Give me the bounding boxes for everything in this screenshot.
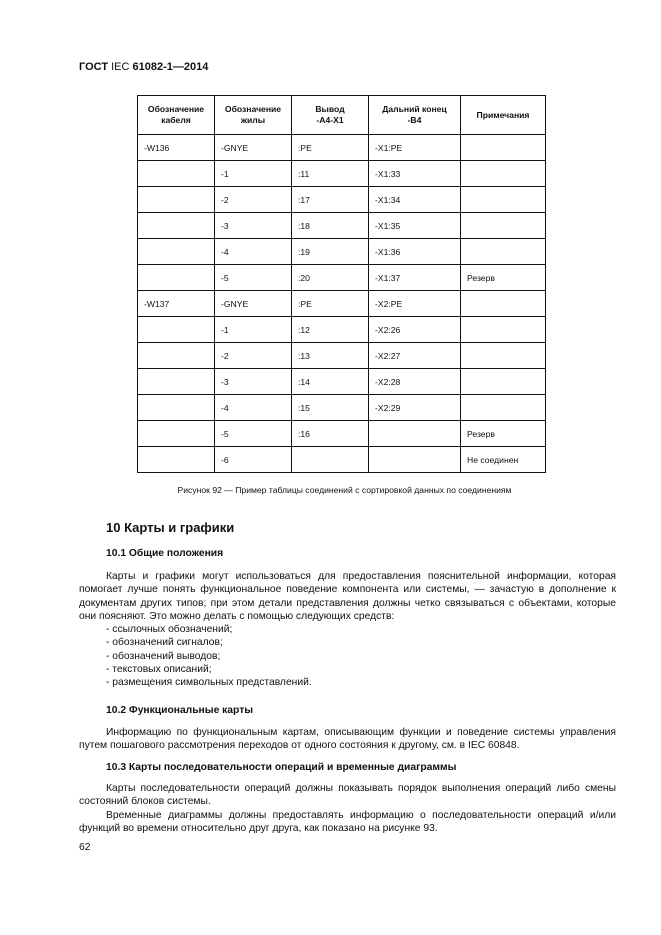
table-cell: Резерв bbox=[461, 265, 546, 291]
table-cell bbox=[461, 213, 546, 239]
table-cell bbox=[138, 213, 215, 239]
table-cell: :PE bbox=[292, 135, 369, 161]
table-cell bbox=[461, 135, 546, 161]
table-cell bbox=[461, 239, 546, 265]
table-cell: -X2:PE bbox=[369, 291, 461, 317]
table-cell bbox=[461, 369, 546, 395]
table-cell bbox=[461, 317, 546, 343]
table-cell bbox=[461, 343, 546, 369]
table-cell: :18 bbox=[292, 213, 369, 239]
table-header-row bbox=[138, 96, 546, 135]
table-cell bbox=[138, 161, 215, 187]
table-cell: -1 bbox=[215, 161, 292, 187]
list-item: - текстовых описаний; bbox=[106, 664, 212, 676]
table-row bbox=[138, 447, 546, 473]
table-row bbox=[138, 213, 546, 239]
table-cell bbox=[138, 421, 215, 447]
table-cell: :16 bbox=[292, 421, 369, 447]
table-row bbox=[138, 421, 546, 447]
table-cell: -X2:26 bbox=[369, 317, 461, 343]
page-number: 62 bbox=[79, 842, 91, 853]
means-list bbox=[79, 623, 616, 689]
table-cell bbox=[138, 265, 215, 291]
table-cell: -X1:34 bbox=[369, 187, 461, 213]
table-cell: -X1:33 bbox=[369, 161, 461, 187]
table-cell: -X1:37 bbox=[369, 265, 461, 291]
table-cell bbox=[461, 291, 546, 317]
table-cell: -X2:29 bbox=[369, 395, 461, 421]
section-10-3-title: 10.3 Карты последовательности операций и временные диаграммы bbox=[106, 762, 457, 773]
section-10-3-body bbox=[79, 782, 616, 835]
paragraph: Карты последовательности операций должны показывать порядок выполнения операций либо смены состояний блоков системы. bbox=[79, 783, 616, 808]
table-cell: -GNYE bbox=[215, 135, 292, 161]
table-cell bbox=[369, 447, 461, 473]
table-cell: :11 bbox=[292, 161, 369, 187]
table-cell: -W136 bbox=[138, 135, 215, 161]
table-cell: -4 bbox=[215, 239, 292, 265]
document-header bbox=[79, 61, 208, 73]
table-cell bbox=[292, 447, 369, 473]
table-cell: :14 bbox=[292, 369, 369, 395]
table-cell: -2 bbox=[215, 343, 292, 369]
table-cell: Не соединен bbox=[461, 447, 546, 473]
table-cell: -X1:PE bbox=[369, 135, 461, 161]
table-cell: -3 bbox=[215, 213, 292, 239]
table-cell: :19 bbox=[292, 239, 369, 265]
table-cell: -1 bbox=[215, 317, 292, 343]
paragraph: Временные диаграммы должны предоставлять информацию о последовательности операций и/или функций во времени относительно друг друга, как показано на рисунке 93. bbox=[79, 809, 616, 834]
table-cell: Резерв bbox=[461, 421, 546, 447]
table-cell: -5 bbox=[215, 265, 292, 291]
list-item: - размещения символьных представлений. bbox=[106, 677, 312, 689]
table-cell: :15 bbox=[292, 395, 369, 421]
table-row bbox=[138, 343, 546, 369]
col-terminal: Вывод -A4-X1 bbox=[292, 96, 369, 135]
standard-number: 61082-1—2014 bbox=[132, 61, 209, 73]
table-row bbox=[138, 161, 546, 187]
table-cell bbox=[138, 317, 215, 343]
connection-table bbox=[137, 95, 546, 473]
col-cable-designation: Обозначение кабеля bbox=[138, 96, 215, 135]
table-cell bbox=[138, 369, 215, 395]
table-cell bbox=[138, 343, 215, 369]
table-cell bbox=[461, 395, 546, 421]
table-cell bbox=[369, 421, 461, 447]
table-cell: -6 bbox=[215, 447, 292, 473]
table-cell: :PE bbox=[292, 291, 369, 317]
table-cell bbox=[461, 161, 546, 187]
list-item: - обозначений сигналов; bbox=[106, 637, 223, 649]
table-row bbox=[138, 369, 546, 395]
col-core-designation: Обозначение жилы bbox=[215, 96, 292, 135]
paragraph: Карты и графики могут использоваться для предоставления пояснительной информации, которая помогает лучше понять функциональное поведение компонента или системы, — зачастую в дополнение к документам других типов; при этом детали представления должны четко связываться с объектами, которые они поясняют. Это можно делать с помощью следующих средств: bbox=[79, 571, 616, 622]
table-cell: -X2:28 bbox=[369, 369, 461, 395]
col-notes: Примечания bbox=[461, 96, 546, 135]
table-cell: -2 bbox=[215, 187, 292, 213]
table-cell bbox=[138, 239, 215, 265]
table-cell bbox=[461, 187, 546, 213]
section-10-title: 10 Карты и графики bbox=[106, 520, 235, 535]
section-10-1-body bbox=[79, 570, 616, 690]
table-cell: :17 bbox=[292, 187, 369, 213]
table-row bbox=[138, 187, 546, 213]
table-row bbox=[138, 395, 546, 421]
table-row bbox=[138, 265, 546, 291]
col-far-end: Дальний конец -B4 bbox=[369, 96, 461, 135]
table-cell: -W137 bbox=[138, 291, 215, 317]
table-cell: -X1:35 bbox=[369, 213, 461, 239]
table-cell: :12 bbox=[292, 317, 369, 343]
table-row bbox=[138, 317, 546, 343]
table-row bbox=[138, 291, 546, 317]
table-cell: :20 bbox=[292, 265, 369, 291]
table-cell: :13 bbox=[292, 343, 369, 369]
list-item: - ссылочных обозначений; bbox=[106, 624, 233, 636]
section-10-2-title: 10.2 Функциональные карты bbox=[106, 705, 254, 716]
paragraph: Информацию по функциональным картам, описывающим функции и поведение системы управления путем пошагового рассмотрения переходов от одного состояния к другому, см. в IEC 60848. bbox=[79, 727, 616, 752]
table-row bbox=[138, 135, 546, 161]
table-cell: -4 bbox=[215, 395, 292, 421]
table-cell: -GNYE bbox=[215, 291, 292, 317]
standard-prefix: ГОСТ bbox=[79, 61, 109, 73]
table-cell bbox=[138, 187, 215, 213]
section-10-2-body bbox=[79, 726, 616, 753]
section-10-1-title: 10.1 Общие положения bbox=[106, 548, 224, 559]
table-cell: -X1:36 bbox=[369, 239, 461, 265]
standard-mid: IEC bbox=[111, 61, 130, 73]
table-cell: -X2:27 bbox=[369, 343, 461, 369]
table-cell bbox=[138, 447, 215, 473]
table-cell: -3 bbox=[215, 369, 292, 395]
table-row bbox=[138, 239, 546, 265]
figure-caption: Рисунок 92 — Пример таблицы соединений с сортировкой данных по соединениям bbox=[177, 485, 512, 495]
list-item: - обозначений выводов; bbox=[106, 650, 221, 662]
table-cell bbox=[138, 395, 215, 421]
table-cell: -5 bbox=[215, 421, 292, 447]
